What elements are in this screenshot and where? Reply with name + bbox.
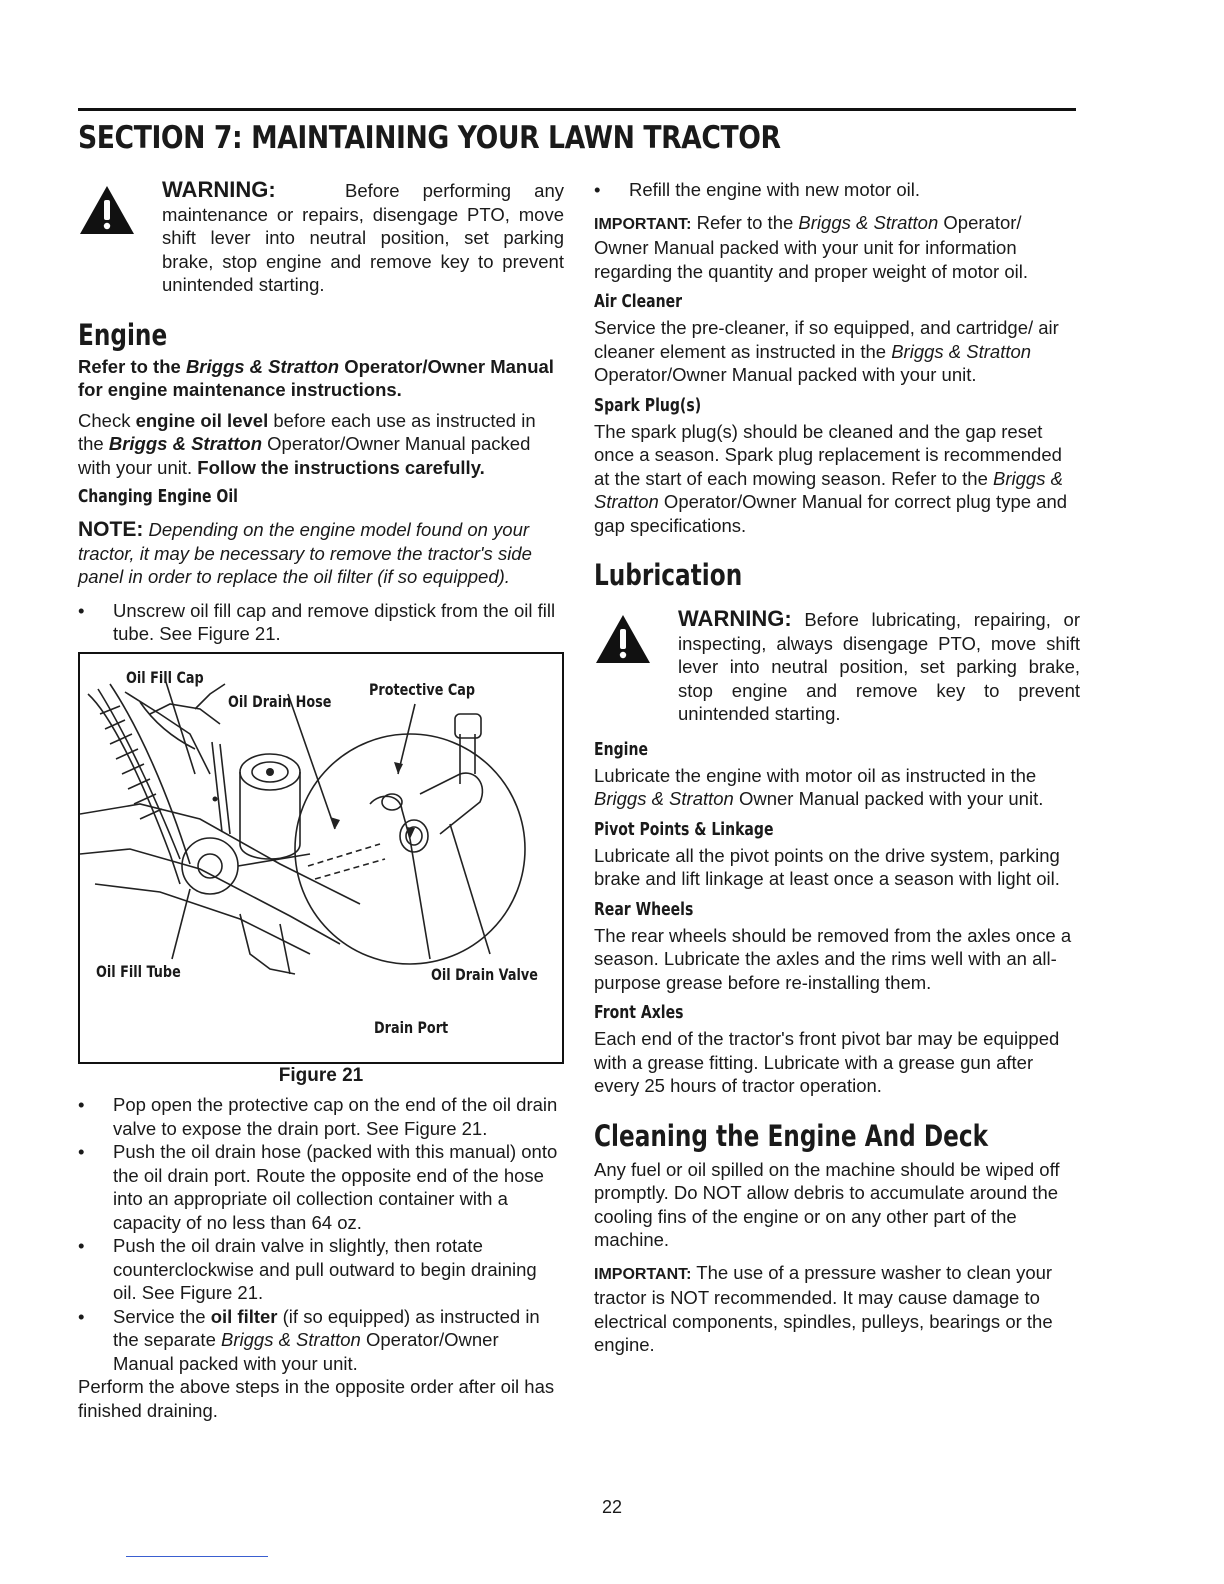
callout-oil-fill-cap: Oil Fill Cap [126,667,204,687]
list-item: • Unscrew oil fill cap and remove dipstick from the oil fill tube. See Figure 21. [78,599,564,646]
figure-21 [78,652,564,1064]
changing-oil-heading: Changing Engine Oil [78,486,238,507]
right-column [594,178,1080,1357]
cleaning-paragraph: Any fuel or oil spilled on the machine should be wiped off promptly. Do NOT allow debris to accumulate around the cooling fins of the engine or on any other part of the machine. [594,1158,1060,1250]
warning-text: Before performing any maintenance or repairs, disengage PTO, move shift lever into neutral position, set parking brake, stop engine and remove key to prevent unintended starting. [162,180,565,295]
engine-lube-paragraph: Lubricate the engine with motor oil as instructed in the Briggs & Stratton Owner Manual packed with your unit. [594,764,1044,809]
figure-caption: Figure 21 [278,1064,364,1086]
warning-box [78,178,564,297]
perform-paragraph: Perform the above steps in the opposite order after oil has finished draining. [78,1376,555,1421]
warning-label: WARNING: [678,606,792,631]
warning-triangle-icon [78,184,136,236]
left-column [78,178,564,1422]
callout-oil-drain-hose: Oil Drain Hose [228,691,332,711]
bullet-list-2 [78,1093,564,1375]
pivot-points-heading: Pivot Points & Linkage [594,818,774,840]
list-item: • Service the oil filter (if so equipped) as instructed in the separate Briggs & Stratton Operator/Owner Manual packed with your unit. [78,1305,564,1376]
rear-wheels-paragraph: The rear wheels should be removed from the axles once a season. Lubricate the axles and the rims well with an all-purpose grease before re-installing them. [594,924,1072,993]
list-item: • Pop open the protective cap on the end of the oil drain valve to expose the drain port. See Figure 21. [78,1093,564,1140]
pivot-points-paragraph: Lubricate all the pivot points on the drive system, parking brake and lift linkage at least once a season with light oil. [594,844,1060,889]
warning-label: WARNING: [162,177,276,202]
list-item: • Push the oil drain valve in slightly, then rotate counterclockwise and pull outward to begin draining oil. See Figure 21. [78,1234,564,1305]
air-cleaner-paragraph: Service the pre-cleaner, if so equipped, and cartridge/ air cleaner element as instructed in the Briggs & Stratton Operator/Owner Manual packed with your unit. [594,317,1059,385]
lubrication-heading: Lubrication [594,558,743,592]
list-item: • Refill the engine with new motor oil. [594,178,1080,202]
bullet-list-1 [78,599,564,646]
warning-text: Before lubricating, repairing, or inspecting, always disengage PTO, move shift lever into neutral position, set parking brake, stop engine and remove key to prevent unintended starting. [678,609,1080,724]
cleaning-heading: Cleaning the Engine And Deck [594,1118,989,1153]
bullet-list-3 [594,178,1080,202]
rear-wheels-heading: Rear Wheels [594,898,694,920]
callout-protective-cap: Protective Cap [369,679,476,699]
spark-plug-heading: Spark Plug(s) [594,394,702,416]
engine-heading: Engine [78,317,168,352]
air-cleaner-heading: Air Cleaner [594,291,683,312]
check-oil-paragraph: Check engine oil level before each use as instructed in the Briggs & Stratton Operator/Owner Manual packed with your unit. Follow the instructions carefully. [78,409,536,478]
section-title: SECTION 7: MAINTAINING YOUR LAWN TRACTOR [78,120,781,156]
engine-lead: Refer to the Briggs & Stratton Operator/Owner Manual for engine maintenance instructions. [78,355,554,400]
list-item: • Push the oil drain hose (packed with this manual) onto the oil drain port. Route the opposite end of the hose into an appropriate oil collection container with a capacity of no less than 64 oz. [78,1140,564,1234]
top-rule [78,108,1076,111]
engine-lube-heading: Engine [594,738,648,760]
callout-oil-fill-tube: Oil Fill Tube [96,961,181,981]
warning-box-2 [594,607,1080,726]
front-axles-heading: Front Axles [594,1002,684,1023]
page-number: 22 [601,1497,623,1517]
front-axles-paragraph: Each end of the tractor's front pivot bar may be equipped with a grease fitting. Lubricate with a grease gun after every 25 hours of tractor operation. [594,1028,1060,1096]
important-paragraph-1: IMPORTANT: Refer to the Briggs & Stratton Operator/ Owner Manual packed with your unit for information regarding the quantity and proper weight of motor oil. [594,211,1028,282]
note-paragraph: NOTE: Depending on the engine model found on your tractor, it may be necessary to remove the tractor's side panel in order to replace the oil filter (if so equipped). [78,518,532,587]
spark-plug-paragraph: The spark plug(s) should be cleaned and the gap reset once a season. Spark plug replacement is recommended at the start of each mowing season. Refer to the Briggs & Stratton Operator/Owner Manual for correct plug type and gap specifications. [594,420,1068,536]
engine-drain-illustration [80,654,562,1062]
callout-drain-port: Drain Port [374,1017,449,1037]
callout-oil-drain-valve: Oil Drain Valve [431,964,538,984]
warning-triangle-icon [594,613,652,665]
important-paragraph-2: IMPORTANT: The use of a pressure washer to clean your tractor is NOT recommended. It may cause damage to electrical components, spindles, pulleys, bearings or the engine. [594,1261,1053,1355]
footer-line [126,1556,268,1557]
